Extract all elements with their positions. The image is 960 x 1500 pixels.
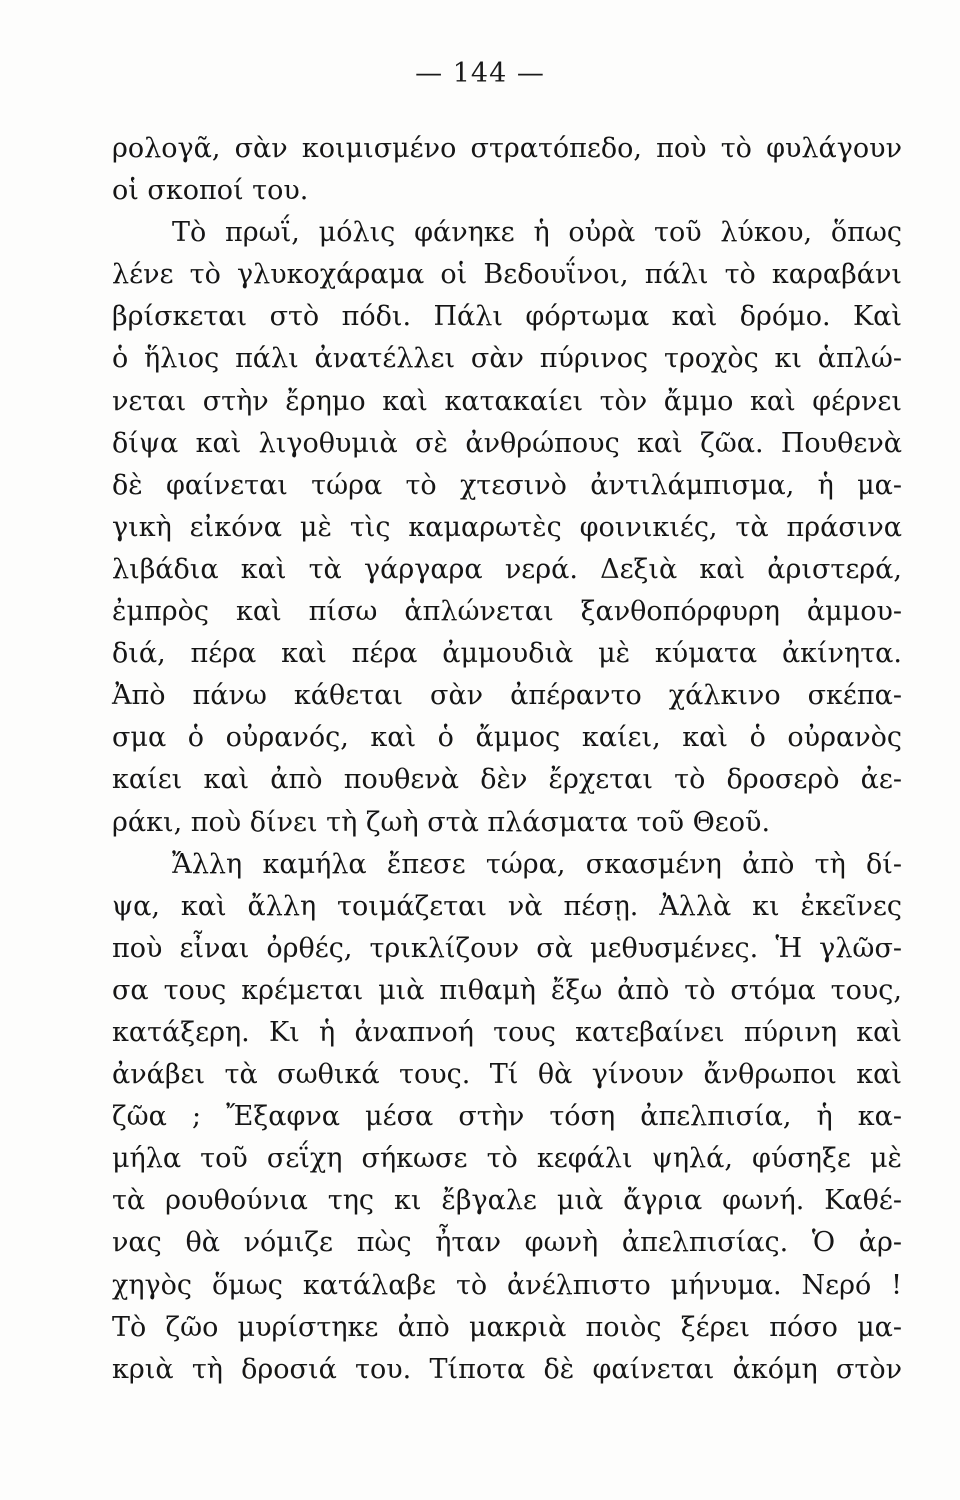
text-line: δὲ φαίνεται τώρα τὸ χτεσινὸ ἀντιλάμπισμα, ἡ μα- xyxy=(112,469,902,501)
body-text xyxy=(112,128,902,1391)
text-line: ρολογᾶ, σὰν κοιμισμένο στρατόπεδο, ποὺ τὸ φυλάγουν xyxy=(112,133,902,164)
text-line: τὰ ρουθούνια της κι ἔβγαλε μιὰ ἄγρια φωνή. Καθέ- xyxy=(112,1185,902,1217)
text-line: διά, πέρα καὶ πέρα ἀμμουδιὰ μὲ κύματα ἀκίνητα. xyxy=(112,638,902,670)
text-line: ράκι, ποὺ δίνει τὴ ζωὴ στὰ πλάσματα τοῦ Θεοῦ. xyxy=(112,806,771,838)
text-line: κατάξερη. Κι ἡ ἀναπνοή τους κατεβαίνει πύρινη καὶ xyxy=(112,1016,902,1048)
text-line: σμα ὁ οὐρανός, καὶ ὁ ἄμμος καίει, καὶ ὁ οὐρανὸς xyxy=(112,722,902,754)
text-line: δίψα καὶ λιγοθυμιὰ σὲ ἀνθρώπους καὶ ζῶα. Πουθενὰ xyxy=(112,427,902,459)
text-line: βρίσκεται στὸ πόδι. Πάλι φόρτωμα καὶ δρόμο. Καὶ xyxy=(112,301,902,333)
text-line: οἱ σκοποί του. xyxy=(112,175,309,207)
text-line: ποὺ εἶναι ὀρθές, τρικλίζουν σὰ μεθυσμένες. Ἡ γλῶσ- xyxy=(112,932,902,964)
text-line: ἀνάβει τὰ σωθικά τους. Τί θὰ γίνουν ἄνθρωποι καὶ xyxy=(112,1059,902,1091)
text-line: λένε τὸ γλυκοχάραμα οἱ Βεδουΐνοι, πάλι τὸ καραβάνι xyxy=(112,259,902,291)
text-line: χηγὸς ὅμως κατάλαβε τὸ ἀνέλπιστο μήνυμα. Νερό ! xyxy=(112,1269,902,1301)
text-line: ὁ ἥλιος πάλι ἀνατέλλει σὰν πύρινος τροχὸς κι ἁπλώ- xyxy=(112,343,902,375)
text-line: ζῶα ; Ἔξαφνα μέσα στὴν τόση ἀπελπισία, ἡ κα- xyxy=(112,1101,902,1133)
text-line: γικὴ εἰκόνα μὲ τὶς καμαρωτὲς φοινικιές, τὰ πράσινα xyxy=(112,511,902,543)
text-line: Ἄλλη καμήλα ἔπεσε τώρα, σκασμένη ἀπὸ τὴ δί- xyxy=(172,848,902,880)
text-line: καίει καὶ ἀπὸ πουθενὰ δὲν ἔρχεται τὸ δροσερὸ ἀε- xyxy=(112,764,902,796)
text-line: Τὸ πρωΐ, μόλις φάνηκε ἡ οὐρὰ τοῦ λύκου, ὅπως xyxy=(172,217,902,249)
text-line: ψα, καὶ ἄλλη τοιμάζεται νὰ πέσῃ. Ἀλλὰ κι ἐκεῖνες xyxy=(112,890,902,922)
text-line: κριὰ τὴ δροσιά του. Τίποτα δὲ φαίνεται ἀκόμη στὸν xyxy=(112,1353,902,1385)
text-line: μήλα τοῦ σεΐχη σήκωσε τὸ κεφάλι ψηλά, φύσηξε μὲ xyxy=(112,1143,902,1175)
text-line: ἐμπρὸς καὶ πίσω ἁπλώνεται ξανθοπόρφυρη ἀμμου- xyxy=(112,596,902,628)
text-line: νεται στὴν ἔρημο καὶ κατακαίει τὸν ἄμμο καὶ φέρνει xyxy=(112,385,902,417)
page-number: — 144 — xyxy=(415,58,545,89)
text-line: νας θὰ νόμιζε πὼς ἦταν φωνὴ ἀπελπισίας. Ὁ ἀρ- xyxy=(112,1227,902,1259)
text-line: Τὸ ζῶο μυρίστηκε ἀπὸ μακριὰ ποιὸς ξέρει πόσο μα- xyxy=(112,1311,902,1343)
text-line: Ἀπὸ πάνω κάθεται σὰν ἀπέραντο χάλκινο σκέπα- xyxy=(112,680,902,712)
text-line: σα τους κρέμεται μιὰ πιθαμὴ ἔξω ἀπὸ τὸ στόμα τους, xyxy=(112,974,902,1006)
text-line: λιβάδια καὶ τὰ γάργαρα νερά. Δεξιὰ καὶ ἀριστερά, xyxy=(112,553,902,585)
